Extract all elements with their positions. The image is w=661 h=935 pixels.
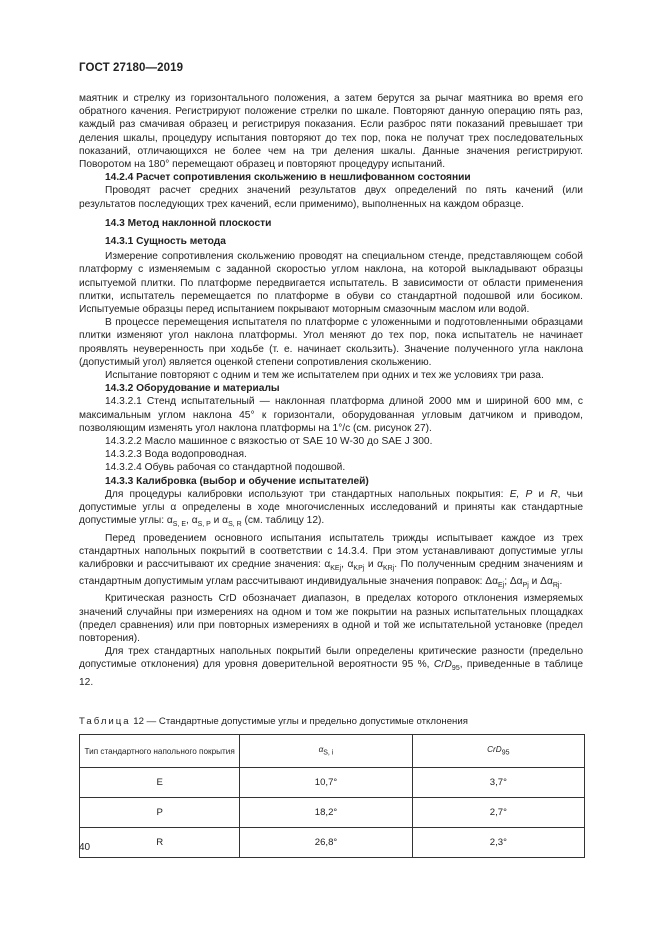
paragraph: 14.3.2.1 Стенд испытательный — наклонная платформа длиной 2000 мм и шириной 600 мм, с максимальным углом наклона 45° к горизонтали, оборудованная угловым датчиком и приводом, позволяющим изменять угол наклона платформы на 1°/с (см. рисунок 27).: [79, 396, 583, 434]
paragraph: Перед проведением основного испытания испытатель трижды испытывает каждое из трех стандартных напольных покрытий в соответствии с 14.3.4. При этом устанавливают допустимые углы калибровки и рассчитывают их средние значения: $\alpha_{KEj}$, $\alpha_{KPj}$ и $\alpha_{KRj}$. По полученным средним значениям и стандартным допустимым углам рассчитывают индивидуальные значения поправок: $\Delta\alpha_{Ej}$; $\Delta\alpha_{Pj}$ и $\Delta\alpha_{Rj}$.: [79, 532, 583, 590]
document-body: [79, 92, 583, 689]
paragraph: 14.3.2.3 Вода водопроводная.: [105, 449, 247, 461]
table-header-row: [80, 735, 585, 768]
cell-angle: 10,7°: [240, 768, 412, 798]
document-header: ГОСТ 27180—2019: [79, 62, 184, 74]
table-row: [80, 798, 585, 828]
cell-angle: 18,2°: [240, 798, 412, 828]
paragraph: 14.3.2.4 Обувь рабочая со стандартной подошвой.: [105, 462, 346, 474]
table-caption: Таблица 12 — Стандартные допустимые углы и предельно допустимые отклонения: [79, 716, 468, 727]
section-heading-14-2-4: 14.2.4 Расчет сопротивления скольжению в нешлифованном состоянии: [105, 172, 471, 184]
paragraph: 14.3.2.2 Масло машинное с вязкостью от SAE 10 W-30 до SAE J 300.: [105, 436, 433, 448]
column-header-coating-type: Тип стандартного напольного покрытия: [80, 735, 240, 768]
cell-angle: 26,8°: [240, 828, 412, 858]
cell-type: P: [80, 798, 240, 828]
cell-crd: 2,3°: [412, 828, 584, 858]
section-heading-14-3: 14.3 Метод наклонной плоскости: [105, 217, 272, 229]
cell-crd: 2,7°: [412, 798, 584, 828]
paragraph: Критическая разность CrD обозначает диапазон, в пределах которого отклонения измеряемых значений случайны при измерениях на одном и том же покрытии на разных испытательных площадках (предел сравнения) или при повторных измерениях в одной и той же испытательной установке (предел повторения).: [79, 593, 583, 645]
paragraph: Для процедуры калибровки используют три стандартных напольных покрытия: E, P и R, чьи допустимые углы α определены в ходе многочисленных исследований и приняты как стандартные допустимые углы: $\alpha_{S, E}$, $\alpha_{S, P}$ и $\alpha_{S, R}$ (см. таблицу 12).: [79, 488, 583, 529]
paragraph: Испытание повторяют с одним и тем же испытателем при одних и тех же условиях три раза.: [105, 370, 544, 382]
paragraph: Для трех стандартных напольных покрытий были определены критические разности (предельно допустимые отклонения) для уровня доверительной вероятности 95 %, CrD$_{95}$, приведенные в таблице 12.: [79, 646, 584, 688]
cell-type: R: [80, 828, 240, 858]
paragraph: маятник и стрелку из горизонтального положения, а затем берутся за рычаг маятника во время его обратного качения. Регистрируют положение стрелки по шкале. Повторяют данную операцию пять раз, каждый раз смачивая образец и регистрируя показания. Если разброс пяти показаний превышает три деления шкалы, процедуру испытания повторяют до тех пор, пока не получат трех последовательных показаний, отличающихся не более чем на три деления шкалы. Данные значения регистрируют. Поворотом на 180° перемещают образец и повторяют процедуру испытаний.: [79, 93, 583, 171]
section-heading-14-3-1: 14.3.1 Сущность метода: [105, 236, 226, 248]
table-row: [80, 828, 585, 858]
cell-crd: 3,7°: [412, 768, 584, 798]
section-heading-14-3-3: 14.3.3 Калибровка (выбор и обучение испытателей): [105, 475, 369, 487]
cell-type: E: [80, 768, 240, 798]
section-heading-14-3-2: 14.3.2 Оборудование и материалы: [105, 383, 280, 395]
paragraph: Измерение сопротивления скольжению проводят на специальном стенде, представляющем собой платформу с изменяемым с заданной скоростью углом наклона, на которой выкладывают образцы испытуемой плитки. По платформе передвигается испытатель. В зависимости от области применения плитки, испытатель перемещается по платформе в обуви со стандартной подошвой или босиком. Испытуемые образцы перед испытанием покрывают моторным смазочным маслом или водой.: [79, 251, 583, 316]
paragraph: В процессе перемещения испытателя по платформе с уложенными и подготовленными образцами плитки изменяют угол наклона платформы. Угол меняют до тех пор, пока испытатель не начинает проявлять неуверенность при ходьбе (т. е. начинает скользить). Значение полученного угла наклона (допустимый угол) является оценкой степени сопротивления скольжению.: [79, 317, 583, 368]
column-header-angle: $\alpha_{S, i}$: [240, 735, 412, 768]
column-header-crd: CrD$_{95}$: [412, 735, 584, 768]
paragraph: Проводят расчет средних значений результатов двух определений по пять качений (или результатов последующих трех качений, если применимо), выполненных на каждом образце.: [79, 185, 583, 210]
standards-table: [79, 734, 585, 858]
table-row: [80, 768, 585, 798]
page-number: 40: [79, 842, 91, 853]
